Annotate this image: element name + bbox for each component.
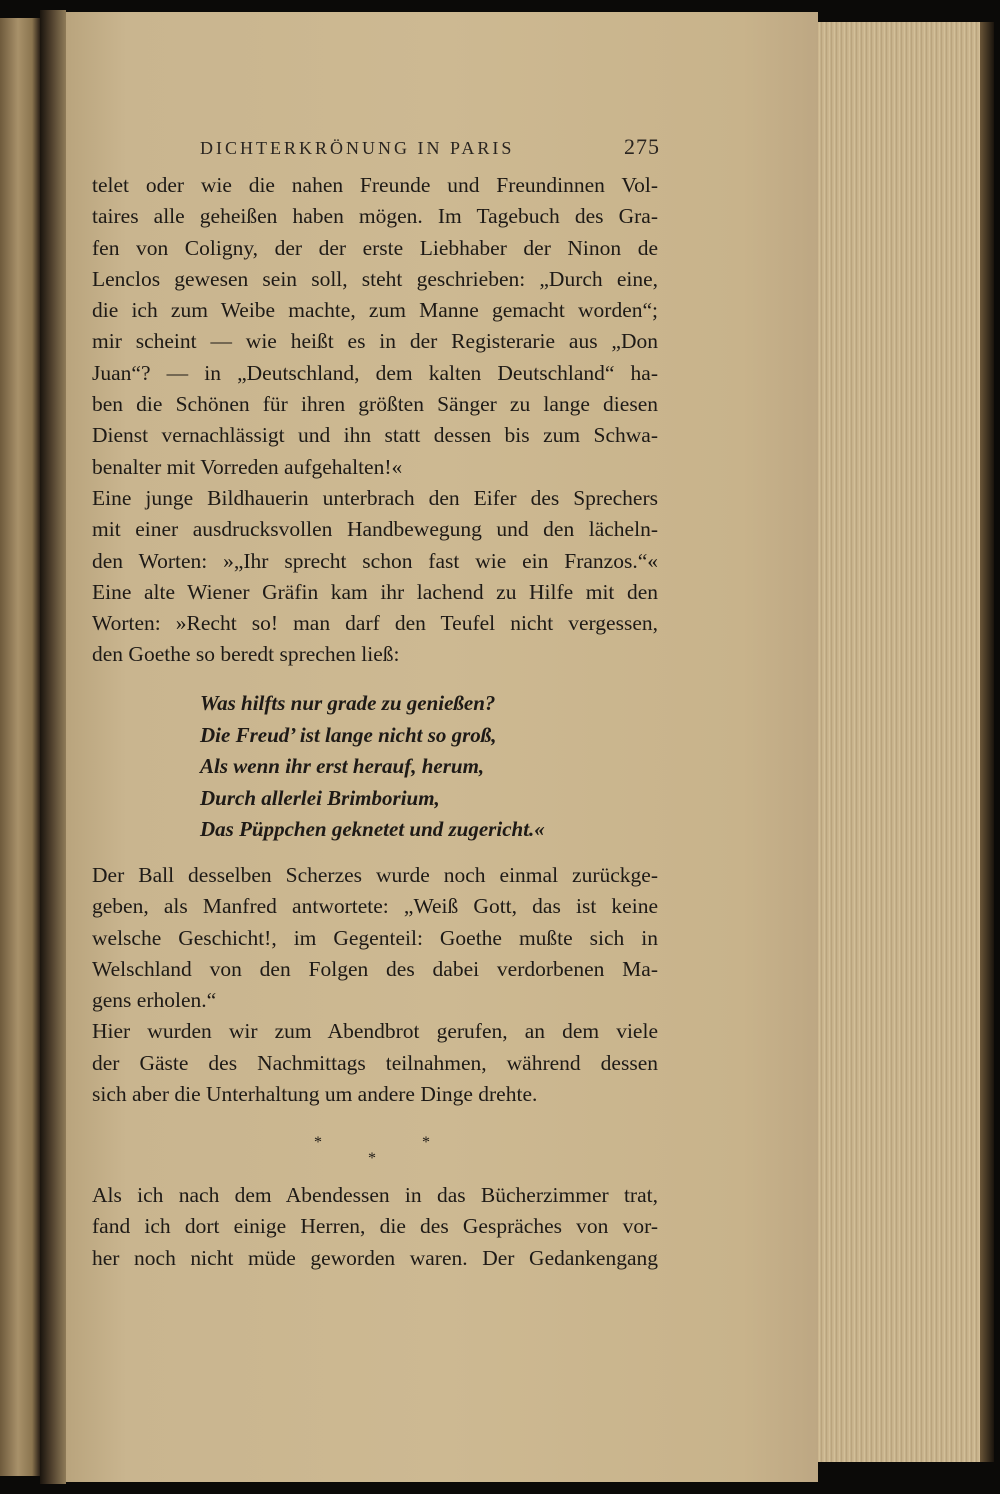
text-line: fen von Coligny, der der erste Liebhaber der Ninon de: [92, 235, 658, 260]
text-line: der Gäste des Nachmittags teilnahmen, während dessen: [92, 1050, 658, 1075]
paragraph-2: [92, 860, 658, 1110]
text-line: Worten: »Recht so! man darf den Teufel nicht vergessen,: [92, 611, 658, 636]
text-line: Der Ball desselben Scherzes wurde noch einmal zurückge-: [92, 863, 658, 887]
running-header: [200, 134, 660, 164]
page-number: 275: [624, 134, 660, 159]
verse-line: Als wenn ihr erst herauf, herum,: [200, 754, 485, 778]
text-line: Als ich nach dem Abendessen in das Bücherzimmer trat,: [92, 1183, 658, 1207]
text-line: fand ich dort einige Herren, die des Gespräches von vor-: [92, 1214, 658, 1239]
text-line: Welschland von den Folgen des dabei verdorbenen Ma-: [92, 956, 658, 981]
text-line: mir scheint — wie heißt es in der Registerarie aus „Don: [92, 329, 658, 354]
left-page-edge: [0, 18, 40, 1476]
verse-line: Die Freud’ ist lange nicht so groß,: [200, 722, 497, 747]
paragraph-1: [92, 170, 658, 671]
text-line: geben, als Manfred antwortete: „Weiß Gott, das ist keine: [92, 894, 658, 919]
book-gutter: [40, 10, 66, 1484]
asterism-star: *: [314, 1134, 322, 1151]
text-line: Eine junge Bildhauerin unterbrach den Eifer des Sprechers: [92, 485, 658, 510]
verse-line: Durch allerlei Brimborium,: [200, 785, 440, 810]
text-line: ben die Schönen für ihren größten Sänger zu lange diesen: [92, 392, 658, 417]
page-edges: [818, 22, 980, 1462]
paragraph-3: [92, 1180, 658, 1274]
verse-line: Was hilfts nur grade zu genießen?: [200, 691, 496, 715]
text-line: Dienst vernachlässigt und ihn statt dessen bis zum Schwa-: [92, 423, 658, 448]
text-line: benalter mit Vorreden aufgehalten!«: [92, 454, 403, 479]
text-line: Eine alte Wiener Gräfin kam ihr lachend zu Hilfe mit den: [92, 579, 658, 604]
text-line: den Worten: »„Ihr sprecht schon fast wie ein Franzos.“«: [92, 548, 658, 573]
text-line: taires alle geheißen haben mögen. Im Tagebuch des Gra-: [92, 204, 658, 229]
text-line: her noch nicht müde geworden waren. Der Gedankengang: [92, 1245, 658, 1270]
text-line: die ich zum Weibe machte, zum Manne gemacht worden“;: [92, 298, 658, 323]
asterism-star: *: [422, 1134, 430, 1151]
verse-line: Das Püppchen geknetet und zugericht.«: [200, 817, 545, 841]
text-line: Hier wurden wir zum Abendbrot gerufen, an dem viele: [92, 1019, 658, 1044]
asterism-star: *: [368, 1150, 376, 1167]
verse-quote: [200, 688, 545, 846]
running-title: DICHTERKRÖNUNG IN PARIS: [200, 138, 515, 158]
text-line: Lenclos gewesen sein soll, steht geschrieben: „Durch eine,: [92, 266, 658, 291]
text-line: telet oder wie die nahen Freunde und Freundinnen Vol-: [92, 173, 658, 197]
text-line: Juan“? — in „Deutschland, dem kalten Deutschland“ ha-: [92, 360, 658, 385]
text-line: welsche Geschicht!, im Gegenteil: Goethe mußte sich in: [92, 925, 658, 950]
section-asterism: [300, 1134, 440, 1174]
text-line: gens erholen.“: [92, 988, 217, 1013]
text-line: mit einer ausdrucksvollen Handbewegung und den lächeln-: [92, 517, 658, 542]
text-line: den Goethe so beredt sprechen ließ:: [92, 642, 400, 667]
text-line: sich aber die Unterhaltung um andere Dinge drehte.: [92, 1082, 538, 1107]
